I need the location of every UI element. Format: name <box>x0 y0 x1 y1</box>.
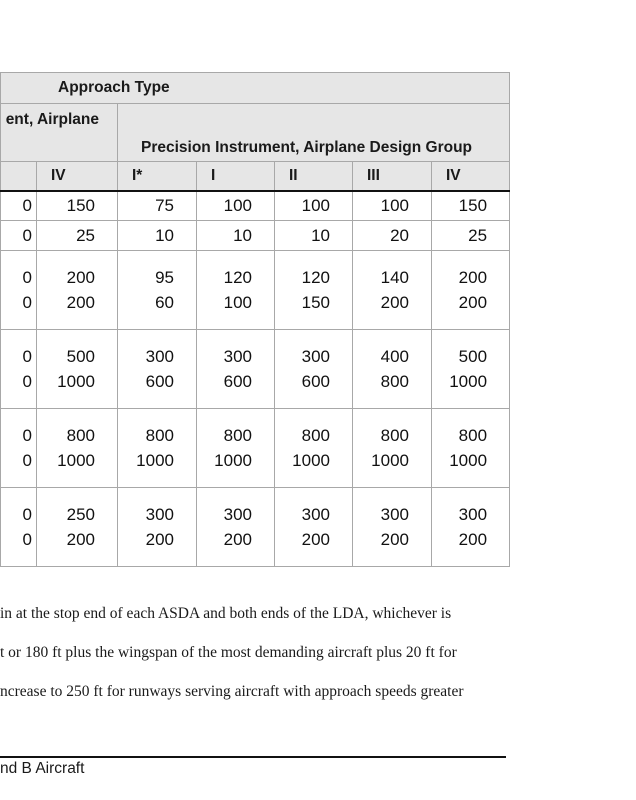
col-header: III <box>353 162 432 192</box>
runway-standards-table <box>0 72 509 567</box>
table-row <box>1 251 510 330</box>
table-cell: 10 <box>118 221 197 251</box>
table-cell: 300 600 <box>275 330 353 409</box>
table-cell: 150 <box>37 191 118 221</box>
col-header: I <box>197 162 275 192</box>
table-cell: 0 0 <box>1 488 37 567</box>
approach-type-heading: Approach Type <box>1 73 510 104</box>
table-cell: 100 <box>275 191 353 221</box>
table-cell: 100 <box>353 191 432 221</box>
table-cell: 200 200 <box>37 251 118 330</box>
table-row <box>1 488 510 567</box>
col-header: II <box>275 162 353 192</box>
table-cell: 95 60 <box>118 251 197 330</box>
precision-instrument-heading: Precision Instrument, Airplane Design Group <box>118 104 510 162</box>
table-cell: 300 200 <box>275 488 353 567</box>
table-cell: 0 0 <box>1 251 37 330</box>
table-cell: 800 1000 <box>37 409 118 488</box>
table-cell: 120 150 <box>275 251 353 330</box>
table-cell: 800 1000 <box>118 409 197 488</box>
table-cell: 120 100 <box>197 251 275 330</box>
table-cell: 800 1000 <box>353 409 432 488</box>
table-cell: 75 <box>118 191 197 221</box>
table-cell: 300 200 <box>432 488 510 567</box>
table-cell: 100 <box>197 191 275 221</box>
table-cell: 800 1000 <box>197 409 275 488</box>
header-row-design-groups <box>1 162 510 192</box>
table-cell: 150 <box>432 191 510 221</box>
table-cell: 300 200 <box>197 488 275 567</box>
table-cell: 10 <box>197 221 275 251</box>
col-header: IV <box>37 162 118 192</box>
table-cell: 800 1000 <box>432 409 510 488</box>
table-cell: 400 800 <box>353 330 432 409</box>
table-cell: 0 <box>1 191 37 221</box>
col-header: I* <box>118 162 197 192</box>
table-cell: 300 200 <box>353 488 432 567</box>
footer-rule <box>0 756 506 758</box>
col-header: IV <box>432 162 510 192</box>
table-cell: 800 1000 <box>275 409 353 488</box>
table-cell: 140 200 <box>353 251 432 330</box>
table-row <box>1 409 510 488</box>
note-line: in at the stop end of each ASDA and both ends of the LDA, whichever is <box>0 605 452 622</box>
left-group-heading: ent, Airplane <box>1 104 118 162</box>
table-row <box>1 221 510 251</box>
table-cell: 25 <box>37 221 118 251</box>
table-cell: 0 0 <box>1 409 37 488</box>
table-cell: 500 1000 <box>37 330 118 409</box>
table-cell: 0 <box>1 221 37 251</box>
note-line: t or 180 ft plus the wingspan of the most demanding aircraft plus 20 ft for <box>0 644 457 661</box>
table-notes <box>0 605 520 722</box>
note-line: ncrease to 250 ft for runways serving aircraft with approach speeds greater <box>0 683 464 700</box>
table-cell: 20 <box>353 221 432 251</box>
table-cell: 10 <box>275 221 353 251</box>
page-footer: nd B Aircraft <box>0 760 85 777</box>
table-cell: 250 200 <box>37 488 118 567</box>
table-row <box>1 330 510 409</box>
table-row <box>1 191 510 221</box>
table-cell: 500 1000 <box>432 330 510 409</box>
table-cell: 300 600 <box>118 330 197 409</box>
header-row-groups <box>1 104 510 162</box>
table-cell: 25 <box>432 221 510 251</box>
table-cell: 300 200 <box>118 488 197 567</box>
header-row-approach-type <box>1 73 510 104</box>
col-header-clipped <box>1 162 37 192</box>
table-cell: 0 0 <box>1 330 37 409</box>
table-cell: 200 200 <box>432 251 510 330</box>
table-cell: 300 600 <box>197 330 275 409</box>
